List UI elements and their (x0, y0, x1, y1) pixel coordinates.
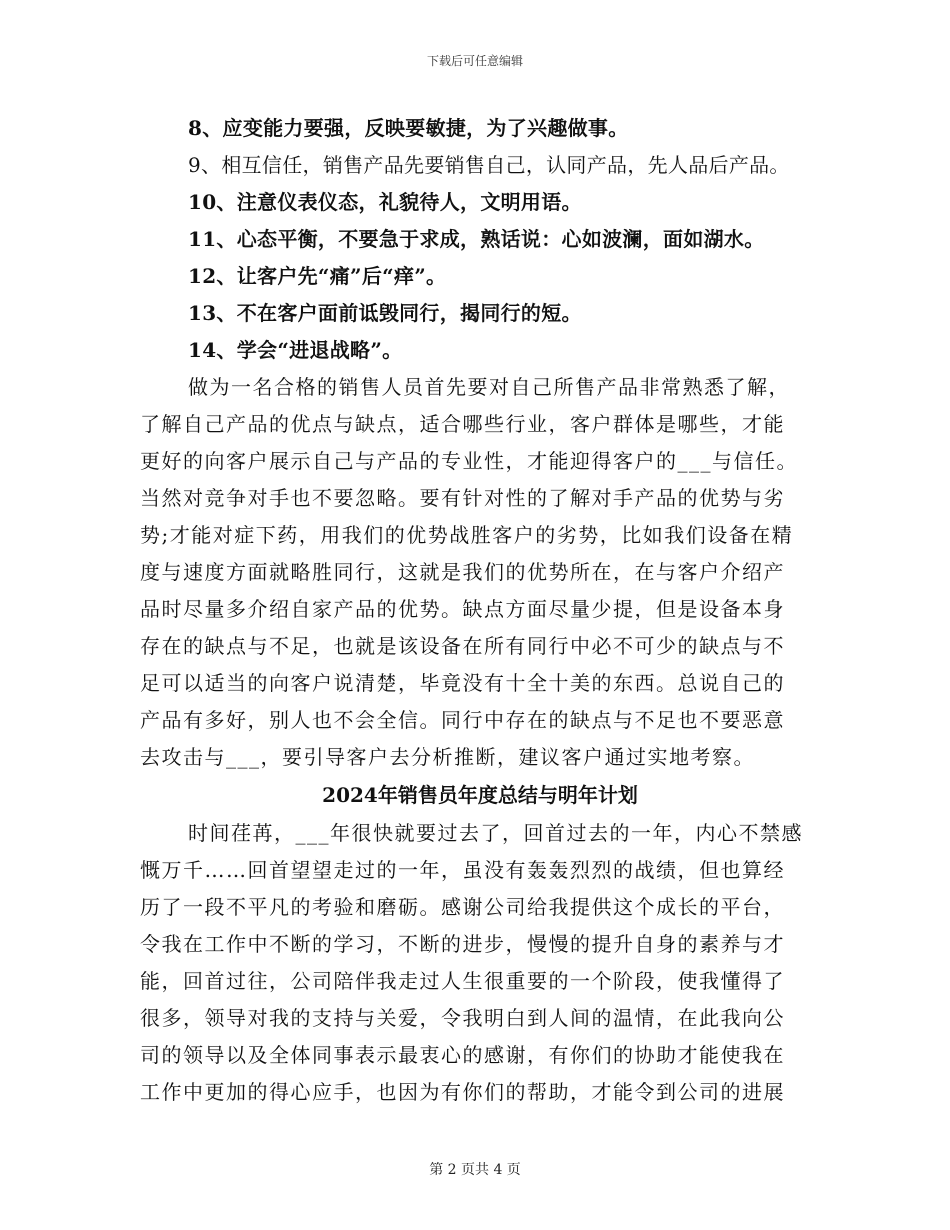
paragraph-line: 能，回首过往，公司陪伴我走过人生很重要的一个阶段，使我懂得了 (140, 969, 785, 993)
paragraph-line: 工作中更加的得心应手，也因为有你们的帮助，才能令到公司的进展 (140, 1080, 785, 1104)
paragraph-line: 慨万千……回首望望走过的一年，虽没有轰轰烈烈的战绩，但也算经 (140, 858, 785, 882)
paragraph-line: 去攻击与___，要引导客户去分析推断，建议客户通过实地考察。 (140, 745, 755, 769)
paragraph-line: 历了一段不平凡的考验和磨砺。感谢公司给我提供这个成长的平台， (140, 895, 785, 919)
paragraph-line: 存在的缺点与不足，也就是该设备在所有同行中必不可少的缺点与不 (140, 634, 785, 658)
paragraph-line: 度与速度方面就略胜同行，这就是我们的优势所在，在与客户介绍产 (140, 560, 785, 584)
paragraph-line: 令我在工作中不断的学习，不断的进步，慢慢的提升自身的素养与才 (140, 932, 785, 956)
paragraph-line: 了解自己产品的优点与缺点，适合哪些行业，客户群体是哪些，才能 (140, 412, 785, 436)
paragraph-line: 更好的向客户展示自己与产品的专业性，才能迎得客户的___与信任。 (140, 449, 798, 473)
paragraph-line: 当然对竞争对手也不要忽略。要有针对性的了解对手产品的优势与劣 (140, 486, 785, 510)
list-item-14: 14、学会“进退战略”。 (188, 338, 403, 362)
list-item-10: 10、注意仪表仪态，礼貌待人，文明用语。 (188, 190, 582, 214)
list-item-13: 13、不在客户面前诋毁同行，揭同行的短。 (188, 301, 582, 325)
list-item-8: 8、应变能力要强，反映要敏捷，为了兴趣做事。 (188, 116, 629, 140)
list-item-11: 11、心态平衡，不要急于求成，熟话说：心如波澜，面如湖水。 (188, 227, 765, 251)
paragraph-line: 产品有多好，别人也不会全信。同行中存在的缺点与不足也不要恶意 (140, 708, 785, 732)
list-item-12: 12、让客户先“痛”后“痒”。 (188, 264, 447, 288)
paragraph-line: 司的领导以及全体同事表示最衷心的感谢，有你们的协助才能使我在 (140, 1043, 785, 1067)
list-item-9: 9、相互信任，销售产品先要销售自己，认同产品，先人品后产品。 (188, 153, 790, 177)
paragraph-line: 品时尽量多介绍自家产品的优势。缺点方面尽量少提，但是设备本身 (140, 597, 785, 621)
paragraph-line: 势;才能对症下药，用我们的优势战胜客户的劣势，比如我们设备在精 (140, 523, 794, 547)
paragraph-line: 做为一名合格的销售人员首先要对自己所售产品非常熟悉了解， (188, 375, 790, 399)
paragraph-line: 时间荏苒，___年很快就要过去了，回首过去的一年，内心不禁感 (188, 821, 803, 845)
page-footer: 第 2 页共 4 页 (429, 1162, 521, 1178)
section-title: 2024年销售员年度总结与明年计划 (322, 783, 638, 807)
paragraph-line: 足可以适当的向客户说清楚，毕竟没有十全十美的东西。总说自己的 (140, 671, 785, 695)
paragraph-line: 很多，领导对我的支持与关爱，令我明白到人间的温情，在此我向公 (140, 1006, 785, 1030)
page-header: 下载后可任意编辑 (426, 54, 523, 68)
